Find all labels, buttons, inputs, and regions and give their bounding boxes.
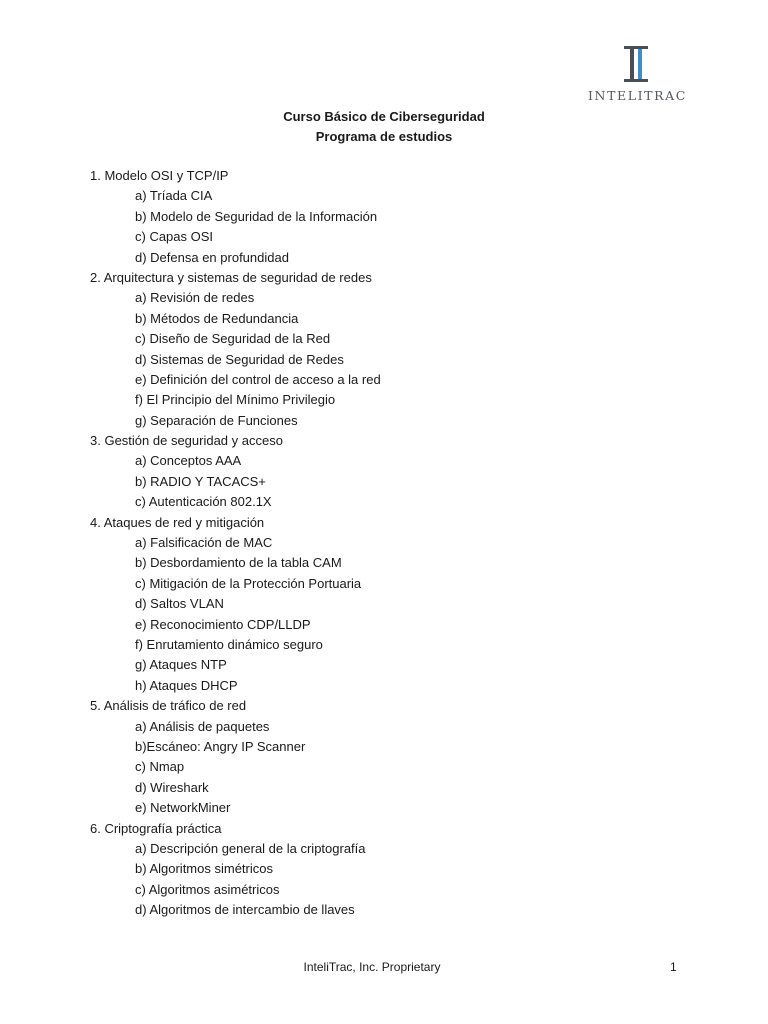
- list-item: h) Ataques DHCP: [135, 677, 238, 693]
- list-item: d) Sistemas de Seguridad de Redes: [135, 351, 344, 367]
- list-item: c) Algoritmos asimétricos: [135, 881, 280, 897]
- list-item: c) Mitigación de la Protección Portuaria: [135, 575, 362, 591]
- list-item: c) Autenticación 802.1X: [135, 494, 272, 510]
- list-item: a) Revisión de redes: [135, 290, 255, 306]
- section-heading: 1. Modelo OSI y TCP/IP: [90, 168, 229, 183]
- list-item: e) Reconocimiento CDP/LLDP: [135, 616, 311, 632]
- section-heading: 5. Análisis de tráfico de red: [90, 698, 247, 714]
- section-heading: 6. Criptografía práctica: [90, 820, 222, 836]
- logo-wordmark: INTELITRAC: [588, 88, 687, 103]
- list-item: b) Algoritmos simétricos: [135, 861, 273, 877]
- list-item: b) Modelo de Seguridad de la Información: [135, 208, 378, 224]
- list-item: d) Wireshark: [135, 779, 209, 795]
- list-item: b)Escáneo: Angry IP Scanner: [135, 738, 306, 754]
- page-subtitle: Programa de estudios: [315, 129, 453, 144]
- list-item: e) Definición del control de acceso a la red: [135, 371, 381, 387]
- page-number: 1: [670, 960, 677, 974]
- list-item: g) Ataques NTP: [135, 657, 227, 673]
- list-item: a) Análisis de paquetes: [135, 718, 270, 734]
- list-item: b) Métodos de Redundancia: [135, 310, 299, 326]
- list-item: f) Enrutamiento dinámico seguro: [135, 636, 323, 652]
- list-item: e) NetworkMiner: [135, 800, 231, 816]
- list-item: c) Capas OSI: [135, 229, 214, 245]
- list-item: d) Defensa en profundidad: [135, 249, 289, 265]
- list-item: b) RADIO Y TACACS+: [135, 473, 266, 489]
- list-item: a) Descripción general de la criptografía: [135, 840, 366, 856]
- list-item: c) Diseño de Seguridad de la Red: [135, 331, 331, 347]
- list-item: d) Algoritmos de intercambio de llaves: [135, 902, 355, 918]
- list-item: a) Conceptos AAA: [135, 453, 242, 469]
- list-item: c) Nmap: [135, 759, 185, 775]
- company-logo: [588, 44, 687, 103]
- syllabus-outline: [90, 166, 381, 920]
- list-item: b) Desbordamiento de la tabla CAM: [135, 555, 342, 571]
- document-header: [0, 107, 768, 147]
- section-heading: 2. Arquitectura y sistemas de seguridad de redes: [90, 269, 372, 285]
- section-heading: 3. Gestión de seguridad y acceso: [90, 433, 283, 449]
- list-item: f) El Principio del Mínimo Privilegio: [135, 392, 336, 408]
- section-heading: 4. Ataques de red y mitigación: [90, 514, 265, 530]
- list-item: d) Saltos VLAN: [135, 596, 224, 612]
- footer-text: InteliTrac, Inc. Proprietary: [303, 960, 441, 974]
- page-title: Curso Básico de Ciberseguridad: [283, 109, 485, 124]
- list-item: a) Tríada CIA: [135, 188, 213, 204]
- list-item: g) Separación de Funciones: [135, 412, 298, 428]
- intelitrac-logo-icon: [622, 44, 650, 84]
- list-item: a) Falsificación de MAC: [135, 535, 273, 551]
